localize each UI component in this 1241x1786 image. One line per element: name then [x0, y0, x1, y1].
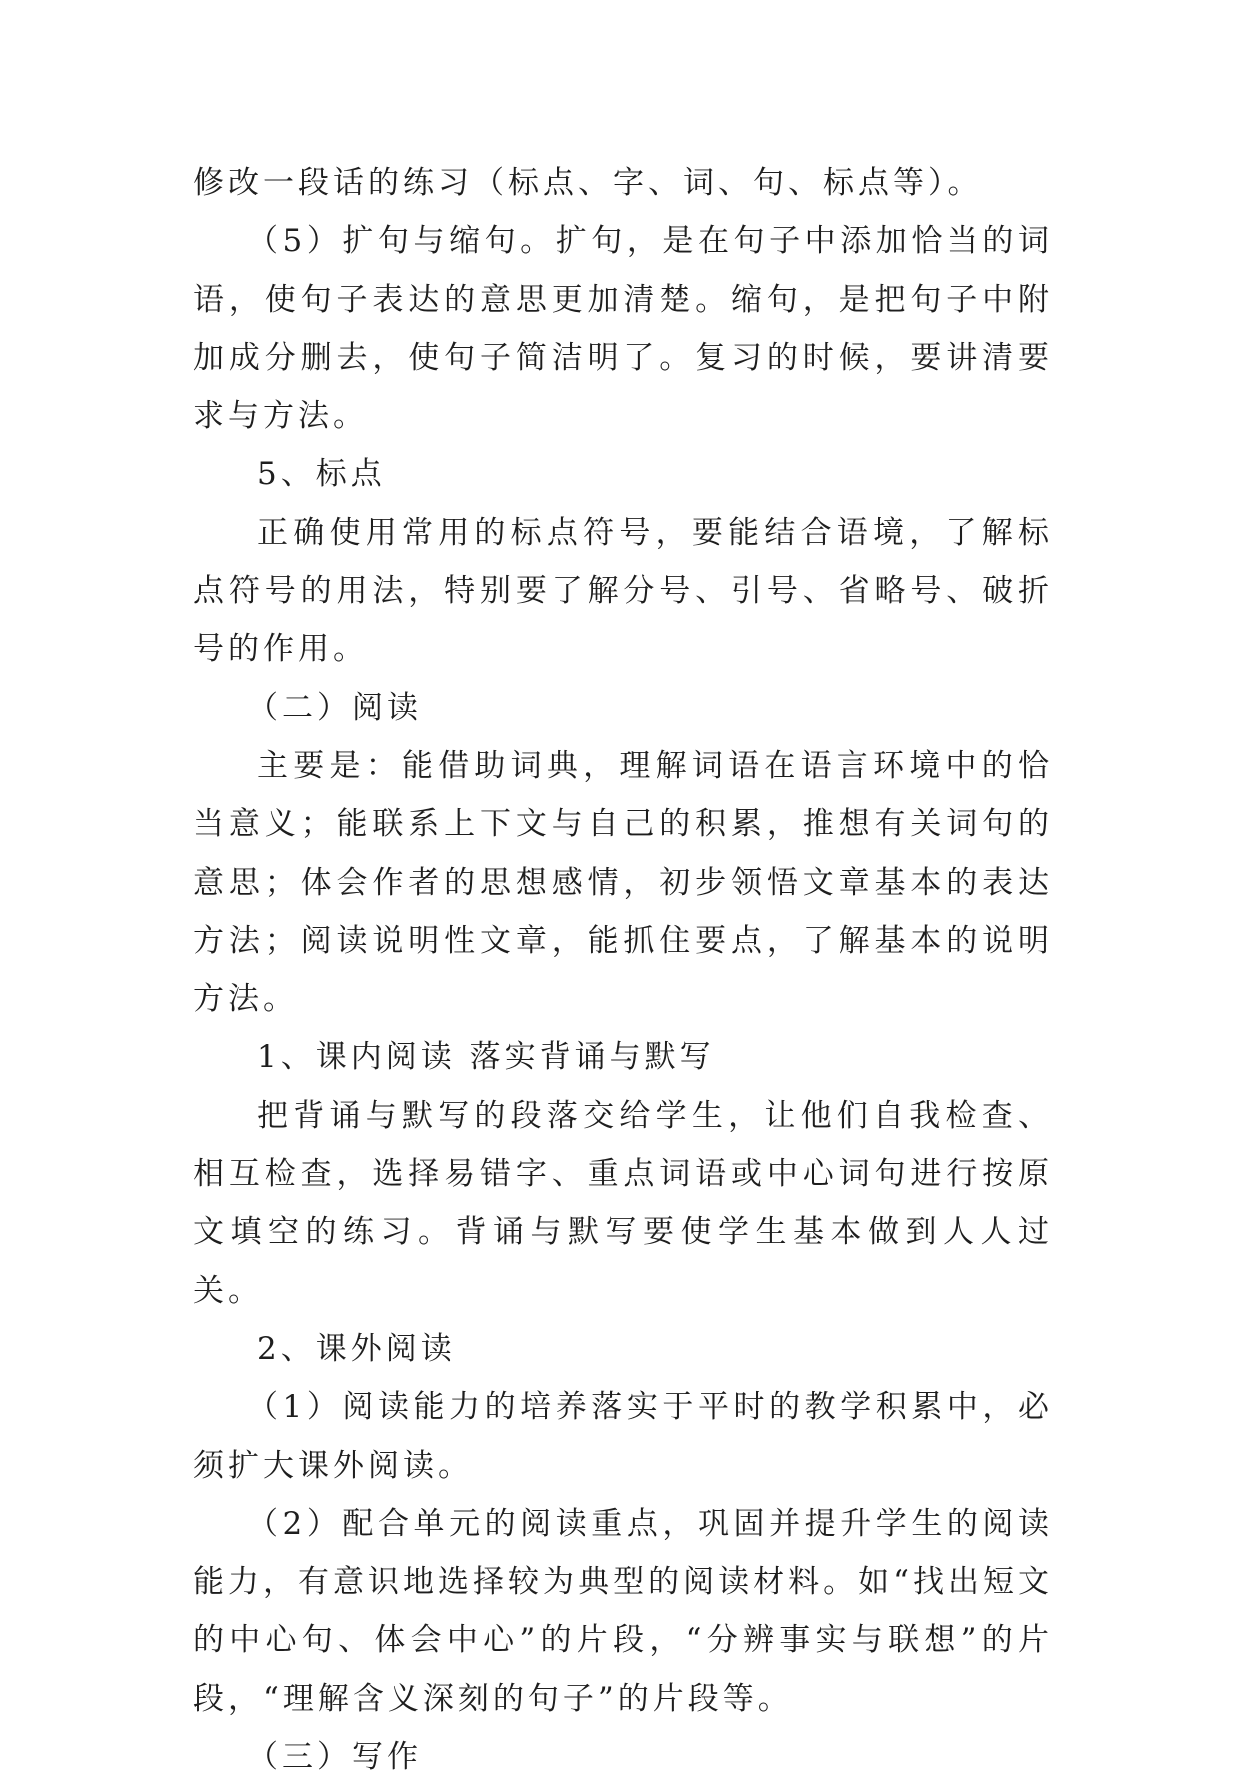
paragraph-continuation: 修改一段话的练习（标点、字、词、句、标点等）。	[193, 165, 983, 201]
paragraph-punctuation: 正确使用常用的标点符号，要能结合语境，了解标点符号的用法，特别要了解分号、引号、省略号、破折号的作用。	[193, 514, 1053, 668]
paragraph-reading-main: 主要是：能借助词典，理解词语在语言环境中的恰当意义；能联系上下文与自己的积累，推想有关词句的意思；体会作者的思想感情，初步领悟文章基本的表达方法；阅读说明性文章，能抓住要点，了解基本的说明方法。	[193, 747, 1053, 1018]
paragraph-reading-ability: （1）阅读能力的培养落实于平时的教学积累中，必须扩大课外阅读。	[193, 1389, 1053, 1484]
heading-in-class-reading: 1、课内阅读 落实背诵与默写	[257, 1039, 715, 1076]
document-body	[193, 154, 1053, 1786]
paragraph-unit-reading-focus: （2）配合单元的阅读重点，巩固并提升学生的阅读能力，有意识地选择较为典型的阅读材料。如“找出短文的中心句、体会中心”的片段，“分辨事实与联想”的片段，“理解含义深刻的句子”的片段等。	[193, 1505, 1053, 1717]
paragraph-recitation: 把背诵与默写的段落交给学生，让他们自我检查、相互检查，选择易错字、重点词语或中心词句进行按原文填空的练习。背诵与默写要使学生基本做到人人过关。	[193, 1097, 1053, 1309]
paragraph-expand-shrink-sentence: （5）扩句与缩句。扩句，是在句子中添加恰当的词语，使句子表达的意思更加清楚。缩句，是把句子中附加成分删去，使句子简洁明了。复习的时候，要讲清要求与方法。	[193, 223, 1053, 435]
heading-reading: （二）阅读	[247, 689, 422, 726]
heading-writing: （三）写作	[247, 1739, 422, 1776]
heading-punctuation: 5、标点	[257, 456, 386, 493]
heading-extracurricular-reading: 2、课外阅读	[257, 1330, 456, 1367]
